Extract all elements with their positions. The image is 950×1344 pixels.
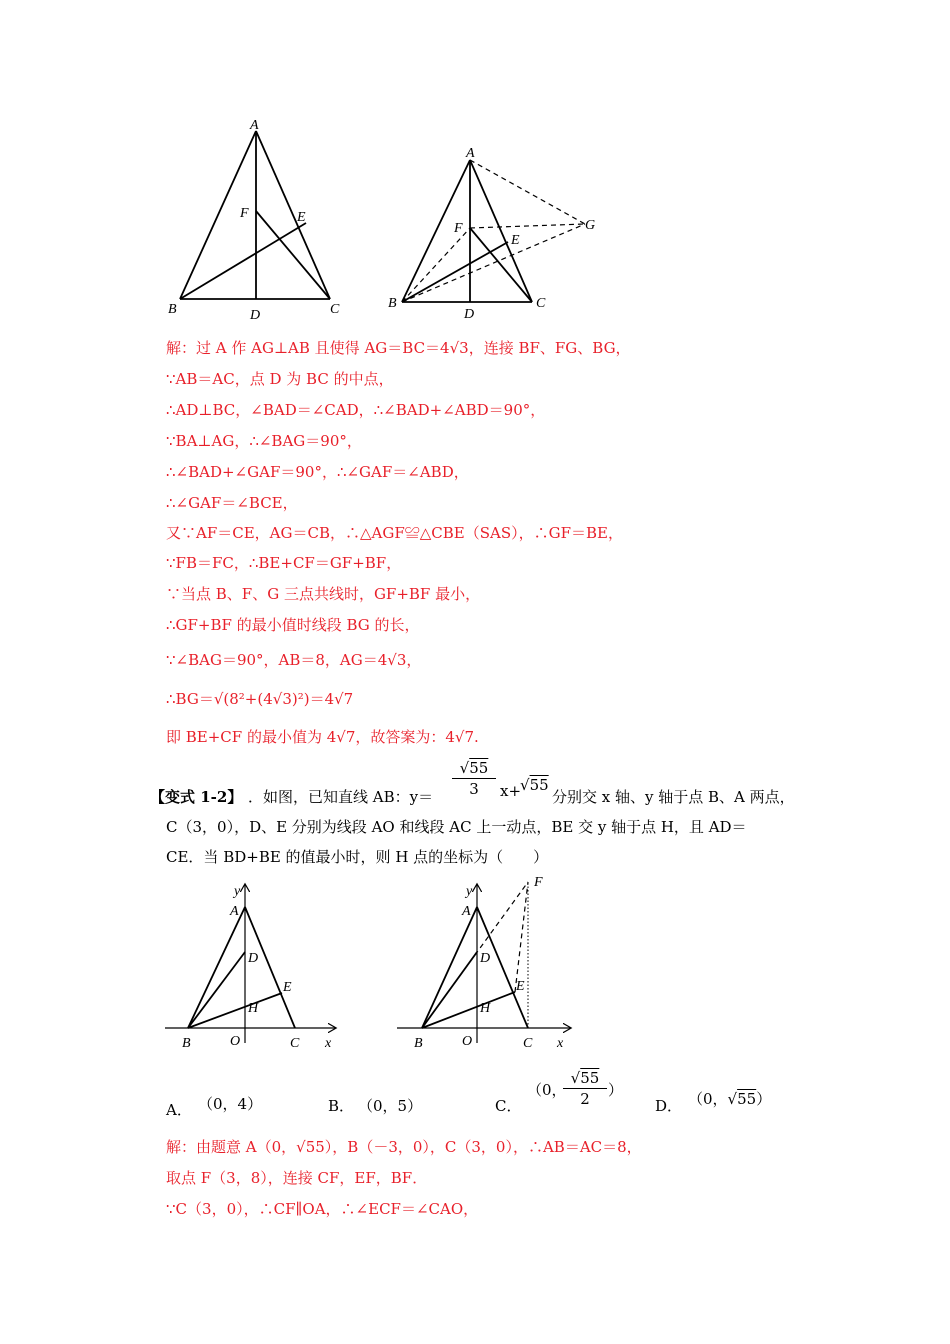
- label-B: B: [182, 1036, 191, 1051]
- label-B: B: [168, 302, 177, 317]
- label-O: O: [462, 1034, 473, 1049]
- problem-line2: C（3，0），D、E 分别为线段 AO 和线段 AC 上一动点，BE 交 y 轴于点 H，且 AD＝: [166, 818, 747, 836]
- solution2-line-3: ∵C（3，0），∴CF∥OA，∴∠ECF＝∠CAO，: [166, 1200, 479, 1218]
- option-a-value[interactable]: （0，4）: [198, 1095, 263, 1113]
- label-D: D: [464, 307, 475, 322]
- figure1-left: [160, 115, 360, 325]
- solution1-line-3: ∴AD⊥BC，∠BAD＝∠CAD，∴∠BAD+∠ABD＝90°，: [166, 401, 546, 419]
- solution1-line-5: ∴∠BAD+∠GAF＝90°，∴∠GAF＝∠ABD，: [166, 463, 469, 481]
- label-B: B: [388, 296, 397, 311]
- figure1-right: [380, 140, 610, 325]
- solution1-line-13: 即 BE+CF 的最小值为 4√7，故答案为：4√7.: [166, 728, 479, 746]
- problem-line3: CE．当 BD+BE 的值最小时，则 H 点的坐标为（ ）: [166, 848, 549, 866]
- label-C: C: [330, 302, 340, 317]
- label-E: E: [511, 233, 520, 248]
- label-H: H: [480, 1001, 491, 1016]
- option-c-numerator: 55: [580, 1069, 600, 1087]
- fraction-denominator: 3: [469, 780, 479, 798]
- label-C: C: [536, 296, 546, 311]
- solution1-line-2: ∵AB＝AC，点 D 为 BC 的中点，: [166, 370, 394, 388]
- label-y: y: [466, 884, 473, 899]
- solution1-line-11: ∵∠BAG＝90°，AB＝8，AG＝4√3，: [166, 651, 422, 669]
- solution2-line-1: 解：由题意 A（0，√55），B（－3，0），C（3，0），∴AB＝AC＝8，: [166, 1138, 642, 1156]
- option-c-close: ）: [608, 1081, 624, 1099]
- label-C: C: [290, 1036, 300, 1051]
- option-d-label[interactable]: D．: [655, 1097, 683, 1115]
- option-c-label[interactable]: C．: [495, 1097, 522, 1115]
- option-d-value[interactable]: （0，√55）: [688, 1090, 772, 1108]
- solution1-line-9: ∵当点 B、F、G 三点共线时，GF+BF 最小，: [166, 585, 481, 603]
- option-c-fraction[interactable]: √55 2: [563, 1068, 607, 1109]
- problem-line1-b: x+: [500, 782, 522, 800]
- label-F: F: [534, 875, 543, 890]
- problem-fraction: √55 3: [452, 758, 496, 799]
- label-G: G: [585, 218, 596, 233]
- label-D: D: [248, 951, 259, 966]
- solution1-line-6: ∴∠GAF＝∠BCE，: [166, 494, 298, 512]
- option-b-value[interactable]: （0，5）: [358, 1097, 423, 1115]
- solution1-line-10: ∴GF+BF 的最小值时线段 BG 的长，: [166, 616, 420, 634]
- label-E: E: [297, 210, 306, 225]
- option-c-open: （0，: [527, 1081, 567, 1099]
- option-d-open: （0，: [688, 1090, 728, 1108]
- label-A: A: [466, 146, 475, 161]
- label-F: F: [240, 206, 249, 221]
- option-b-label[interactable]: B．: [328, 1097, 355, 1115]
- option-a-label[interactable]: A．: [166, 1101, 192, 1119]
- label-y: y: [234, 884, 241, 899]
- fraction-numerator: 55: [469, 759, 489, 777]
- figure2-left: [160, 875, 345, 1055]
- problem-tag: 【变式 1-2】: [150, 788, 243, 806]
- option-d-close: ）: [756, 1090, 772, 1108]
- solution1-line-1: 解：过 A 作 AG⊥AB 且使得 AG＝BC＝4√3，连接 BF、FG、BG，: [166, 339, 631, 357]
- solution1-line-8: ∵FB＝FC，∴BE+CF＝GF+BF，: [166, 554, 402, 572]
- label-O: O: [230, 1034, 241, 1049]
- label-D: D: [480, 951, 491, 966]
- option-c-denominator: 2: [580, 1090, 590, 1108]
- label-A: A: [250, 118, 259, 133]
- label-H: H: [248, 1001, 259, 1016]
- label-x: x: [325, 1036, 332, 1051]
- label-F: F: [454, 221, 463, 236]
- label-E: E: [516, 979, 525, 994]
- figure2-right: [392, 870, 587, 1055]
- label-D: D: [250, 308, 261, 323]
- solution1-line-4: ∵BA⊥AG，∴∠BAG＝90°，: [166, 432, 362, 450]
- sqrt-radicand: 55: [529, 776, 549, 794]
- label-C: C: [523, 1036, 533, 1051]
- label-A: A: [230, 904, 239, 919]
- option-d-radicand: 55: [737, 1090, 757, 1108]
- solution2-line-2: 取点 F（3，8），连接 CF，EF，BF．: [166, 1169, 428, 1187]
- problem-line1-a: ．如图，已知直线 AB：y＝: [248, 788, 434, 806]
- label-x: x: [557, 1036, 564, 1051]
- problem-line1-sqrt: √55: [520, 776, 549, 794]
- label-B: B: [414, 1036, 423, 1051]
- label-E: E: [283, 980, 292, 995]
- solution1-line-7: 又∵AF＝CE，AG＝CB，∴△AGF≌△CBE（SAS），∴GF＝BE，: [166, 524, 623, 542]
- problem-line1-c: 分别交 x 轴、y 轴于点 B、A 两点，: [552, 788, 795, 806]
- label-A: A: [462, 904, 471, 919]
- solution1-line-12: ∴BG＝√(8²+(4√3)²)＝4√7: [166, 690, 354, 708]
